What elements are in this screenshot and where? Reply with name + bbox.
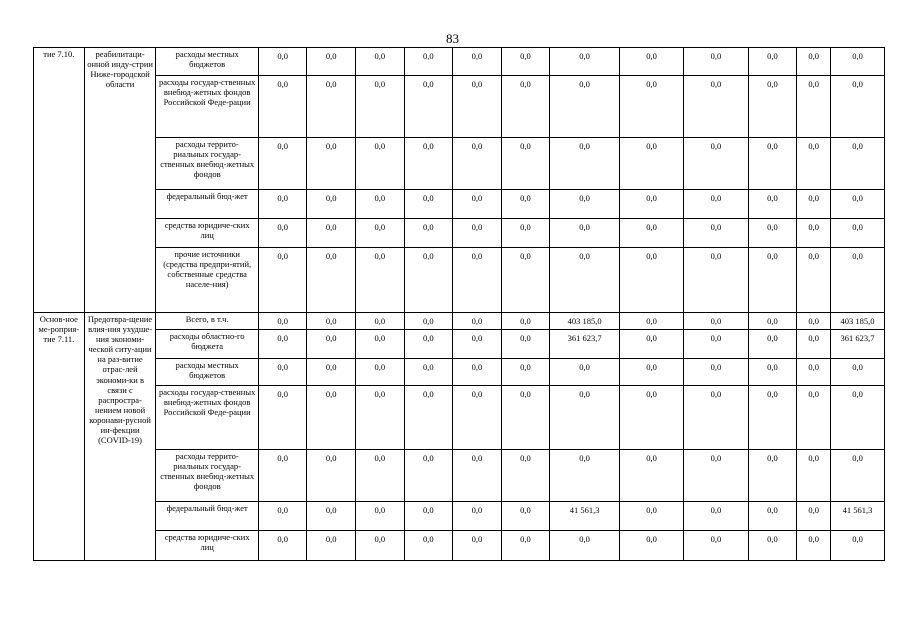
table-row xyxy=(34,313,885,330)
value-cell: 0,0 xyxy=(404,138,453,190)
budget-table-body xyxy=(34,48,885,561)
value-cell: 0,0 xyxy=(501,190,550,219)
funding-source-cell: расходы государ-ственных внебюд-жетных фондов Российской Феде-рации xyxy=(156,76,258,138)
value-cell: 0,0 xyxy=(684,219,748,248)
value-cell: 0,0 xyxy=(307,190,356,219)
value-cell: 0,0 xyxy=(258,450,307,502)
value-cell: 0,0 xyxy=(355,138,404,190)
value-cell: 0,0 xyxy=(684,138,748,190)
value-cell: 0,0 xyxy=(258,359,307,386)
value-cell: 0,0 xyxy=(619,313,683,330)
value-cell: 0,0 xyxy=(550,248,620,313)
value-cell: 0,0 xyxy=(307,386,356,450)
value-cell: 41 561,3 xyxy=(550,502,620,531)
value-cell: 0,0 xyxy=(501,219,550,248)
value-cell: 0,0 xyxy=(831,531,885,561)
value-cell: 0,0 xyxy=(453,248,502,313)
value-cell: 0,0 xyxy=(619,386,683,450)
value-cell: 0,0 xyxy=(748,313,797,330)
value-cell: 0,0 xyxy=(501,313,550,330)
value-cell: 0,0 xyxy=(453,313,502,330)
table-row xyxy=(34,248,885,313)
value-cell: 0,0 xyxy=(453,138,502,190)
value-cell: 0,0 xyxy=(404,190,453,219)
value-cell: 0,0 xyxy=(619,76,683,138)
value-cell: 0,0 xyxy=(501,502,550,531)
value-cell: 0,0 xyxy=(355,219,404,248)
value-cell: 0,0 xyxy=(748,190,797,219)
value-cell: 0,0 xyxy=(355,48,404,76)
value-cell: 0,0 xyxy=(797,502,831,531)
page-number: 83 xyxy=(446,31,459,46)
funding-source-cell: средства юридиче-ских лиц xyxy=(156,531,258,561)
value-cell: 0,0 xyxy=(258,502,307,531)
value-cell: 0,0 xyxy=(748,359,797,386)
value-cell: 0,0 xyxy=(797,330,831,359)
value-cell: 0,0 xyxy=(550,450,620,502)
value-cell: 0,0 xyxy=(797,386,831,450)
value-cell: 0,0 xyxy=(797,190,831,219)
value-cell: 0,0 xyxy=(748,48,797,76)
value-cell: 0,0 xyxy=(831,219,885,248)
value-cell: 0,0 xyxy=(404,359,453,386)
value-cell: 0,0 xyxy=(307,76,356,138)
value-cell: 0,0 xyxy=(619,359,683,386)
table-row xyxy=(34,138,885,190)
value-cell: 0,0 xyxy=(307,138,356,190)
value-cell: 0,0 xyxy=(258,313,307,330)
value-cell: 0,0 xyxy=(404,502,453,531)
value-cell: 0,0 xyxy=(453,48,502,76)
value-cell: 0,0 xyxy=(258,248,307,313)
table-row xyxy=(34,359,885,386)
value-cell: 0,0 xyxy=(684,450,748,502)
value-cell: 0,0 xyxy=(453,330,502,359)
funding-source-cell: федеральный бюд-жет xyxy=(156,502,258,531)
value-cell: 0,0 xyxy=(404,531,453,561)
value-cell: 0,0 xyxy=(831,138,885,190)
value-cell: 0,0 xyxy=(797,76,831,138)
event-code-cell: тие 7.10. xyxy=(34,48,85,313)
value-cell: 41 561,3 xyxy=(831,502,885,531)
value-cell: 361 623,7 xyxy=(831,330,885,359)
value-cell: 0,0 xyxy=(619,138,683,190)
value-cell: 0,0 xyxy=(619,190,683,219)
value-cell: 0,0 xyxy=(453,76,502,138)
value-cell: 0,0 xyxy=(404,330,453,359)
value-cell: 0,0 xyxy=(748,76,797,138)
value-cell: 0,0 xyxy=(831,359,885,386)
value-cell: 0,0 xyxy=(307,48,356,76)
value-cell: 0,0 xyxy=(404,450,453,502)
value-cell: 0,0 xyxy=(307,531,356,561)
budget-table xyxy=(33,47,885,561)
value-cell: 0,0 xyxy=(355,330,404,359)
value-cell: 0,0 xyxy=(453,502,502,531)
value-cell: 0,0 xyxy=(355,248,404,313)
funding-source-cell: прочие источники (средства предпри-ятий, собственные средства населе-ния) xyxy=(156,248,258,313)
table-row xyxy=(34,330,885,359)
event-name-cell: Предотвра-щение влия-ния ухудше-ния экономи-ческой ситу-ации на раз-витие отрас-лей экономи-ки в связи с распростра-нением новой коронави-русной ин-фекции (COVID-19) xyxy=(84,313,156,561)
value-cell: 0,0 xyxy=(501,248,550,313)
value-cell: 0,0 xyxy=(258,76,307,138)
value-cell: 0,0 xyxy=(307,313,356,330)
value-cell: 0,0 xyxy=(307,330,356,359)
value-cell: 0,0 xyxy=(831,76,885,138)
value-cell: 0,0 xyxy=(258,190,307,219)
value-cell: 0,0 xyxy=(831,386,885,450)
value-cell: 0,0 xyxy=(684,190,748,219)
value-cell: 0,0 xyxy=(307,359,356,386)
table-row xyxy=(34,190,885,219)
value-cell: 0,0 xyxy=(684,313,748,330)
value-cell: 0,0 xyxy=(258,138,307,190)
value-cell: 0,0 xyxy=(404,219,453,248)
value-cell: 0,0 xyxy=(355,386,404,450)
value-cell: 0,0 xyxy=(258,219,307,248)
value-cell: 0,0 xyxy=(355,359,404,386)
value-cell: 0,0 xyxy=(453,219,502,248)
value-cell: 0,0 xyxy=(748,219,797,248)
event-name-cell: реабилитаци-онной инду-стрии Ниже-городской области xyxy=(84,48,156,313)
value-cell: 0,0 xyxy=(831,248,885,313)
value-cell: 0,0 xyxy=(831,190,885,219)
value-cell: 0,0 xyxy=(619,248,683,313)
value-cell: 0,0 xyxy=(797,450,831,502)
value-cell: 0,0 xyxy=(404,76,453,138)
value-cell: 0,0 xyxy=(307,502,356,531)
value-cell: 0,0 xyxy=(307,450,356,502)
value-cell: 0,0 xyxy=(258,386,307,450)
value-cell: 0,0 xyxy=(501,450,550,502)
value-cell: 0,0 xyxy=(748,386,797,450)
value-cell: 0,0 xyxy=(258,330,307,359)
value-cell: 0,0 xyxy=(748,138,797,190)
value-cell: 0,0 xyxy=(797,359,831,386)
table-row xyxy=(34,450,885,502)
value-cell: 0,0 xyxy=(501,330,550,359)
funding-source-cell: расходы местных бюджетов xyxy=(156,48,258,76)
value-cell: 0,0 xyxy=(619,219,683,248)
value-cell: 403 185,0 xyxy=(550,313,620,330)
value-cell: 0,0 xyxy=(550,48,620,76)
value-cell: 0,0 xyxy=(748,330,797,359)
value-cell: 0,0 xyxy=(307,219,356,248)
value-cell: 0,0 xyxy=(550,359,620,386)
funding-source-cell: федеральный бюд-жет xyxy=(156,190,258,219)
value-cell: 0,0 xyxy=(404,313,453,330)
value-cell: 0,0 xyxy=(797,313,831,330)
funding-source-cell: расходы террито-риальных государ-ственных внебюд-жетных фондов xyxy=(156,450,258,502)
value-cell: 0,0 xyxy=(550,138,620,190)
value-cell: 0,0 xyxy=(684,531,748,561)
value-cell: 0,0 xyxy=(684,330,748,359)
value-cell: 0,0 xyxy=(550,219,620,248)
value-cell: 0,0 xyxy=(797,531,831,561)
value-cell: 0,0 xyxy=(355,313,404,330)
value-cell: 0,0 xyxy=(748,531,797,561)
table-row xyxy=(34,531,885,561)
value-cell: 0,0 xyxy=(501,531,550,561)
value-cell: 0,0 xyxy=(404,386,453,450)
value-cell: 0,0 xyxy=(619,531,683,561)
funding-source-cell: расходы местных бюджетов xyxy=(156,359,258,386)
value-cell: 0,0 xyxy=(404,48,453,76)
funding-source-cell: расходы областно-го бюджета xyxy=(156,330,258,359)
value-cell: 0,0 xyxy=(684,248,748,313)
table-row xyxy=(34,219,885,248)
funding-source-cell: Всего, в т.ч. xyxy=(156,313,258,330)
value-cell: 0,0 xyxy=(619,48,683,76)
table-row xyxy=(34,48,885,76)
value-cell: 0,0 xyxy=(684,76,748,138)
value-cell: 0,0 xyxy=(797,48,831,76)
value-cell: 0,0 xyxy=(797,138,831,190)
value-cell: 0,0 xyxy=(355,502,404,531)
value-cell: 0,0 xyxy=(355,450,404,502)
table-row xyxy=(34,502,885,531)
value-cell: 0,0 xyxy=(501,76,550,138)
funding-source-cell: средства юридиче-ских лиц xyxy=(156,219,258,248)
value-cell: 0,0 xyxy=(453,531,502,561)
event-code-cell: Основ-ное ме-роприя-тие 7.11. xyxy=(34,313,85,561)
value-cell: 0,0 xyxy=(404,248,453,313)
value-cell: 0,0 xyxy=(619,450,683,502)
value-cell: 0,0 xyxy=(831,450,885,502)
value-cell: 0,0 xyxy=(258,531,307,561)
value-cell: 0,0 xyxy=(797,248,831,313)
value-cell: 0,0 xyxy=(258,48,307,76)
value-cell: 0,0 xyxy=(684,386,748,450)
table-row xyxy=(34,76,885,138)
value-cell: 361 623,7 xyxy=(550,330,620,359)
value-cell: 0,0 xyxy=(748,450,797,502)
funding-source-cell: расходы террито-риальных государ-ственных внебюд-жетных фондов xyxy=(156,138,258,190)
value-cell: 0,0 xyxy=(748,502,797,531)
value-cell: 0,0 xyxy=(307,248,356,313)
value-cell: 0,0 xyxy=(619,330,683,359)
value-cell: 0,0 xyxy=(684,359,748,386)
value-cell: 0,0 xyxy=(501,386,550,450)
value-cell: 403 185,0 xyxy=(831,313,885,330)
value-cell: 0,0 xyxy=(684,502,748,531)
value-cell: 0,0 xyxy=(501,138,550,190)
value-cell: 0,0 xyxy=(684,48,748,76)
value-cell: 0,0 xyxy=(550,76,620,138)
funding-source-cell: расходы государ-ственных внебюд-жетных фондов Российской Феде-рации xyxy=(156,386,258,450)
value-cell: 0,0 xyxy=(550,531,620,561)
value-cell: 0,0 xyxy=(619,502,683,531)
value-cell: 0,0 xyxy=(355,190,404,219)
value-cell: 0,0 xyxy=(797,219,831,248)
value-cell: 0,0 xyxy=(550,386,620,450)
table-row xyxy=(34,386,885,450)
value-cell: 0,0 xyxy=(355,531,404,561)
value-cell: 0,0 xyxy=(453,450,502,502)
value-cell: 0,0 xyxy=(453,386,502,450)
value-cell: 0,0 xyxy=(453,359,502,386)
value-cell: 0,0 xyxy=(501,48,550,76)
value-cell: 0,0 xyxy=(453,190,502,219)
value-cell: 0,0 xyxy=(748,248,797,313)
value-cell: 0,0 xyxy=(831,48,885,76)
value-cell: 0,0 xyxy=(501,359,550,386)
value-cell: 0,0 xyxy=(550,190,620,219)
value-cell: 0,0 xyxy=(355,76,404,138)
